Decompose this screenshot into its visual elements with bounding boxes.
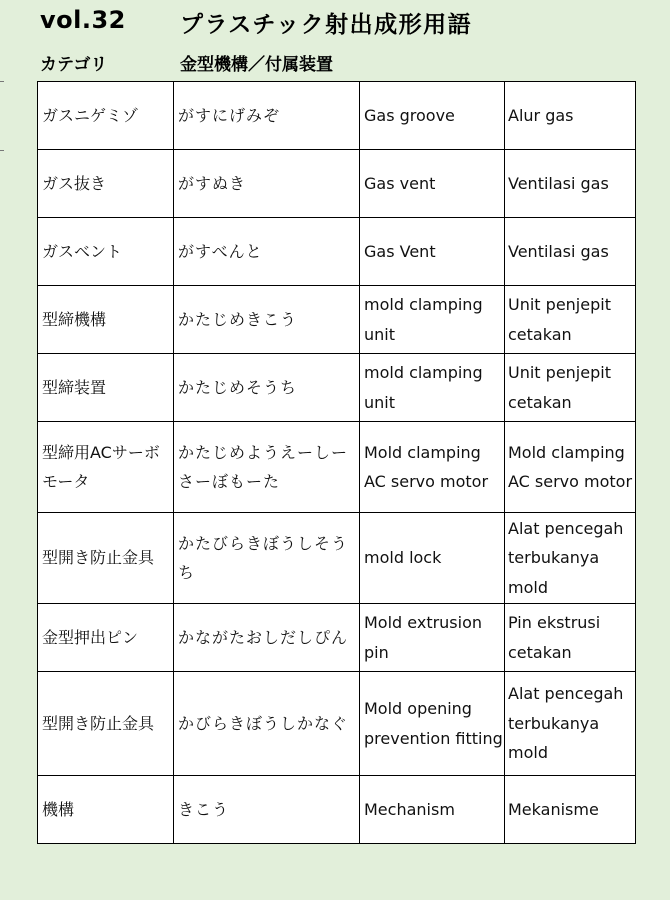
term-kanji: 型締装置 — [38, 354, 174, 422]
term-reading: がすぬき — [174, 150, 360, 218]
table-row — [38, 672, 636, 776]
term-reading: かたじめきこう — [174, 286, 360, 354]
term-english: mold lock — [360, 513, 505, 604]
table-row — [38, 513, 636, 604]
table-row — [38, 354, 636, 422]
category-value: 金型機構／付属装置 — [180, 55, 333, 75]
term-indonesian: Mekanisme — [505, 776, 636, 844]
term-reading: かたびらきぼうしそうち — [174, 513, 360, 604]
volume-number: vol.32 — [40, 6, 126, 34]
term-indonesian: Alat pencegah terbukanya mold — [505, 513, 636, 604]
page-title: プラスチック射出成形用語 — [180, 12, 473, 38]
term-indonesian: Ventilasi gas — [505, 218, 636, 286]
term-kanji: 型開き防止金具 — [38, 513, 174, 604]
term-indonesian: Unit penjepit cetakan — [505, 286, 636, 354]
table-row — [38, 150, 636, 218]
term-kanji: ガスベント — [38, 218, 174, 286]
term-indonesian: Unit penjepit cetakan — [505, 354, 636, 422]
term-english: Gas Vent — [360, 218, 505, 286]
term-indonesian: Alur gas — [505, 82, 636, 150]
term-kanji: 金型押出ピン — [38, 604, 174, 672]
sheet-edge-mark — [0, 150, 4, 151]
term-english: Mold extrusion pin — [360, 604, 505, 672]
term-reading: かながたおしだしぴん — [174, 604, 360, 672]
term-english: Mechanism — [360, 776, 505, 844]
term-reading: きこう — [174, 776, 360, 844]
term-english: Mold opening prevention fitting — [360, 672, 505, 776]
term-reading: かたじめようえーしーさーぼもーた — [174, 422, 360, 513]
glossary-table — [37, 81, 636, 844]
term-english: Gas vent — [360, 150, 505, 218]
category-label: カテゴリ — [40, 55, 108, 75]
term-indonesian: Mold clamping AC servo motor — [505, 422, 636, 513]
term-english: mold clamping unit — [360, 286, 505, 354]
table-row — [38, 776, 636, 844]
table-row — [38, 286, 636, 354]
term-reading: がすべんと — [174, 218, 360, 286]
term-kanji: 型開き防止金具 — [38, 672, 174, 776]
table-row — [38, 604, 636, 672]
term-kanji: 型締用ACサーボモータ — [38, 422, 174, 513]
term-reading: かびらきぼうしかなぐ — [174, 672, 360, 776]
term-kanji: 型締機構 — [38, 286, 174, 354]
term-kanji: ガス抜き — [38, 150, 174, 218]
term-indonesian: Alat pencegah terbukanya mold — [505, 672, 636, 776]
table-row — [38, 422, 636, 513]
sheet-edge-mark — [0, 81, 4, 82]
term-english: Mold clamping AC servo motor — [360, 422, 505, 513]
term-indonesian: Ventilasi gas — [505, 150, 636, 218]
table-row — [38, 82, 636, 150]
term-kanji: 機構 — [38, 776, 174, 844]
page-header — [0, 0, 670, 82]
table-row — [38, 218, 636, 286]
term-indonesian: Pin ekstrusi cetakan — [505, 604, 636, 672]
term-kanji: ガスニゲミゾ — [38, 82, 174, 150]
term-english: mold clamping unit — [360, 354, 505, 422]
term-reading: がすにげみぞ — [174, 82, 360, 150]
term-reading: かたじめそうち — [174, 354, 360, 422]
term-english: Gas groove — [360, 82, 505, 150]
